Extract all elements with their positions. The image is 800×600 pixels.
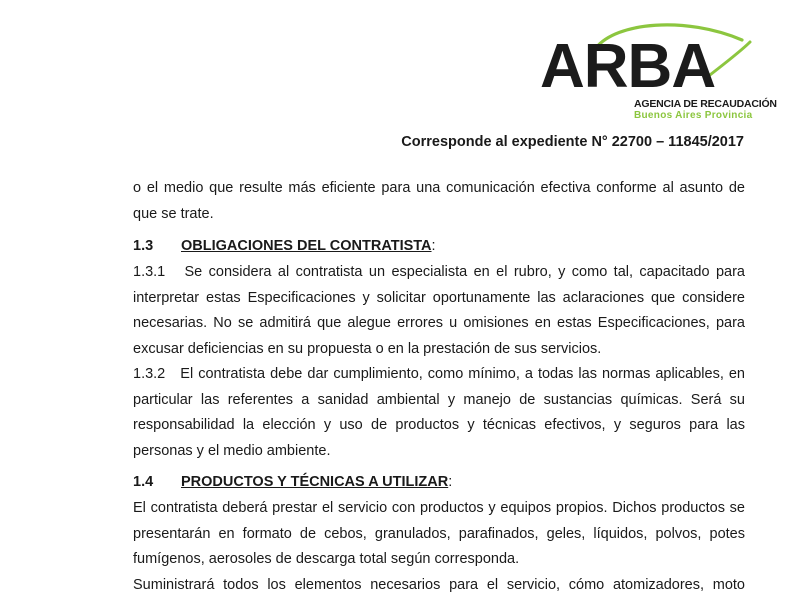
section-colon: : — [448, 474, 453, 490]
paragraph-1-3-1 — [133, 260, 750, 362]
section-title: PRODUCTOS Y TÉCNICAS A UTILIZAR — [181, 474, 449, 490]
logo-agency-name: AGENCIA DE RECAUDACIÓN — [634, 98, 777, 110]
section-colon: : — [431, 238, 436, 254]
paragraph-text: El contratista deberá prestar el servicio con productos y equipos propios. Dichos productos se presentarán en formato de cebos, granulados, parafinados, geles, líquidos, polvos, potes fumígenos, aerosoles de descarga total según corresponda. — [133, 500, 745, 567]
paragraph-text: 1.3.1 Se considera al contratista un especialista en el rubro, y como tal, capacitado para interpretar estas Especificaciones y solicitar oportunamente las aclaraciones que considere necesarias. No se admitirá que alegue errores u omisiones en estas Especificaciones, para excusar deficiencias en su propuesta o en la prestación de sus servicios. — [133, 264, 750, 357]
section-number: 1.4 — [133, 474, 154, 490]
expediente-reference: Corresponde al expediente N° 22700 – 11845/2017 — [401, 134, 744, 150]
logo-province-name: Buenos Aires Provincia — [634, 110, 753, 121]
continuation-paragraph — [133, 176, 745, 227]
paragraph-text: Suministrará todos los elementos necesarios para el servicio, cómo atomizadores, moto — [133, 577, 745, 593]
logo-wordmark: ARBA — [540, 32, 716, 101]
paragraph-text: 1.3.2 El contratista debe dar cumplimiento, como mínimo, a todas las normas aplicables, en particular las referentes a sanidad ambiental y manejo de sustancias químicas. Será su responsabilidad la elección y uso de productos y técnicas efectivos, y seguros para las personas y el medio ambiente. — [133, 366, 750, 459]
paragraph-1-3-2 — [133, 362, 750, 464]
paragraph-text: o el medio que resulte más eficiente para una comunicación efectiva conforme al asunto de que se trate. — [133, 180, 745, 222]
section-title: OBLIGACIONES DEL CONTRATISTA — [181, 238, 432, 254]
section-heading-1-3 — [133, 234, 436, 259]
paragraph-1-4-continued — [133, 573, 745, 599]
paragraph-1-4 — [133, 496, 745, 573]
section-heading-1-4 — [133, 470, 452, 495]
arba-logo — [536, 18, 777, 128]
section-number: 1.3 — [133, 238, 154, 254]
